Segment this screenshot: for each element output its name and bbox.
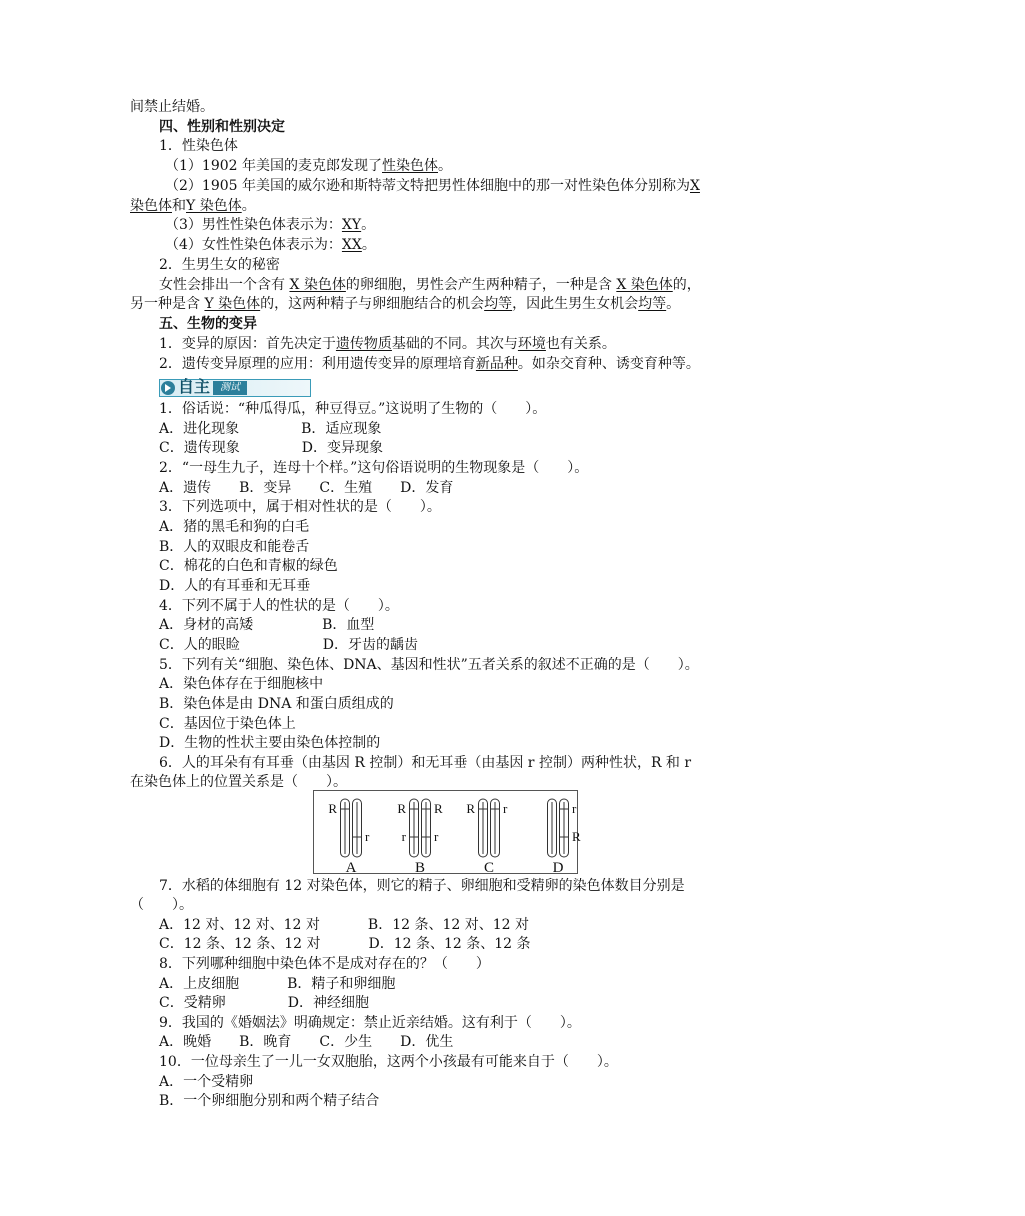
answer-options: A．晚婚 B．晚育 C．少生 D．优生 [159, 1034, 454, 1050]
gene-label: R [572, 829, 581, 844]
text-line: 间禁止结婚。 [130, 99, 214, 115]
chromosome-diagram [313, 790, 581, 876]
question-stem: 2．“一母生九子，连母十个样。”这句俗语说明的生物现象是（ ）。 [159, 460, 589, 476]
self-test-banner: 自主 测试 [159, 379, 311, 397]
answer-options: A．12 对、12 对、12 对 B．12 条、12 对、12 对 [159, 917, 529, 933]
answer-options: A．进化现象 B．适应现象 [159, 421, 382, 437]
text-line: （3）男性性染色体表示为：XY。 [165, 217, 376, 233]
text-line: （4）女性性染色体表示为：XX。 [165, 237, 376, 253]
answer-option: D．人的有耳垂和无耳垂 [159, 578, 311, 594]
answer-options: C．12 条、12 条、12 对 D．12 条、12 条、12 条 [159, 936, 531, 952]
arrow-icon [161, 381, 175, 395]
answer-option: B．染色体是由 DNA 和蛋白质组成的 [159, 696, 394, 712]
gene-label: r [572, 801, 577, 816]
section-heading: 四、性别和性别决定 [159, 119, 285, 135]
answer-option: D．生物的性状主要由染色体控制的 [159, 735, 381, 751]
text-line: 2．遗传变异原理的应用：利用遗传变异的原理培育新品种。如杂交育种、诱变育种等。 [159, 356, 700, 372]
section-heading: 五、生物的变异 [159, 316, 257, 332]
gene-label: r [365, 829, 370, 844]
option-label: C [483, 860, 495, 876]
gene-label: r [434, 829, 439, 844]
answer-options: A．身材的高矮 B．血型 [159, 617, 375, 633]
answer-option: C．基因位于染色体上 [159, 716, 296, 732]
text-line: （1）1902 年美国的麦克郎发现了性染色体。 [165, 158, 452, 174]
gene-label: r [503, 801, 508, 816]
answer-options: C．人的眼睑 D．牙齿的龋齿 [159, 637, 418, 653]
answer-option: A．猪的黑毛和狗的白毛 [159, 519, 310, 535]
option-label: A [345, 860, 357, 876]
question-stem: 6．人的耳朵有有耳垂（由基因 R 控制）和无耳垂（由基因 r 控制）两种性状，R 和 r [159, 755, 692, 771]
option-label: D [552, 860, 564, 876]
question-stem: 7．水稻的体细胞有 12 对染色体，则它的精子、卵细胞和受精卵的染色体数目分别是 [159, 878, 685, 894]
gene-label: R [434, 801, 443, 816]
question-stem: （ ）。 [130, 897, 193, 913]
question-stem: 5．下列有关“细胞、染色体、DNA、基因和性状”五者关系的叙述不正确的是（ ）。 [159, 657, 699, 673]
gene-label: R [397, 801, 406, 816]
answer-options: A．遗传 B．变异 C．生殖 D．发育 [159, 480, 454, 496]
text-line: （2）1905 年美国的威尔逊和斯特蒂文特把男性体细胞中的那一对性染色体分别称为X [165, 178, 700, 194]
text-line: 另一种是含 Y 染色体的，这两种精子与卵细胞结合的机会均等，因此生男生女机会均等。 [130, 296, 681, 312]
answer-option: A．染色体存在于细胞核中 [159, 676, 324, 692]
gene-label: R [328, 801, 337, 816]
answer-option: A．一个受精卵 [159, 1074, 254, 1090]
question-stem: 4．下列不属于人的性状的是（ ）。 [159, 598, 399, 614]
text-line: 染色体和Y 染色体。 [130, 198, 256, 214]
text-line: 1．变异的原因：首先决定于遗传物质基础的不同。其次与环境也有关系。 [159, 336, 616, 352]
question-stem: 10．一位母亲生了一儿一女双胞胎，这两个小孩最有可能来自于（ ）。 [159, 1054, 618, 1070]
gene-label: R [466, 801, 475, 816]
answer-options: A．上皮细胞 B．精子和卵细胞 [159, 976, 396, 992]
answer-options: C．遗传现象 D．变异现象 [159, 440, 383, 456]
answer-option: B．人的双眼皮和能卷舌 [159, 539, 310, 555]
text-line: 1．性染色体 [159, 138, 238, 154]
answer-option: B．一个卵细胞分别和两个精子结合 [159, 1093, 380, 1109]
option-label: B [414, 860, 426, 876]
answer-option: C．棉花的白色和青椒的绿色 [159, 558, 338, 574]
question-stem: 3．下列选项中，属于相对性状的是（ ）。 [159, 499, 441, 515]
text-line: 女性会排出一个含有 X 染色体的卵细胞，男性会产生两种精子，一种是含 X 染色体的， [159, 277, 701, 293]
question-stem: 9．我国的《婚姻法》明确规定：禁止近亲结婚。这有利于（ ）。 [159, 1015, 581, 1031]
question-stem: 8．下列哪种细胞中染色体不是成对存在的？（ ） [159, 956, 490, 972]
question-stem: 1．俗话说：“种瓜得瓜，种豆得豆。”这说明了生物的（ ）。 [159, 401, 547, 417]
text-line: 2．生男生女的秘密 [159, 257, 280, 273]
gene-label: r [401, 829, 406, 844]
question-stem: 在染色体上的位置关系是（ ）。 [130, 774, 347, 790]
answer-options: C．受精卵 D．神经细胞 [159, 995, 369, 1011]
